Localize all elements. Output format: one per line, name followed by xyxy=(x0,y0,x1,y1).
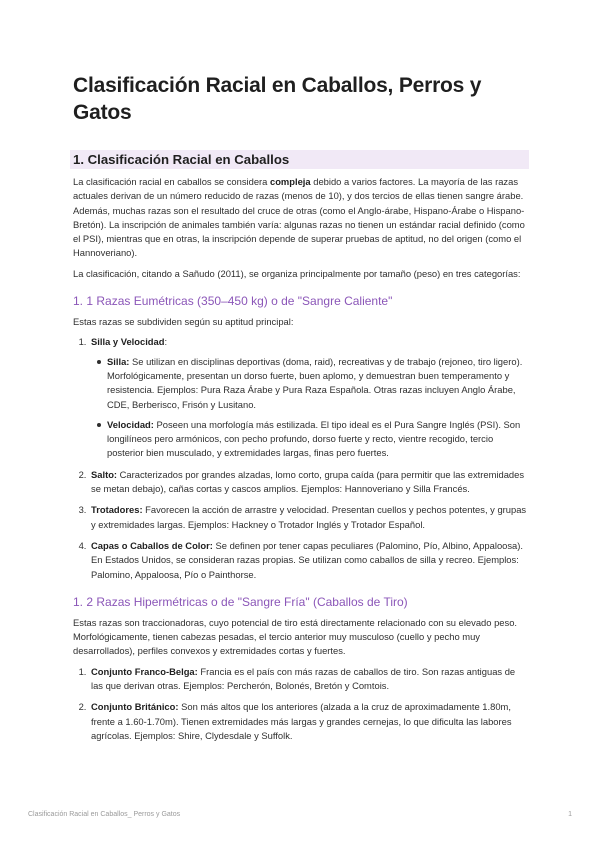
list-item-text: Son más altos que los anteriores (alzada a la cruz de aproximadamente 1.80m, frente a 1.60-1.70m). Tienen extremidades más largas y grandes cernejas, lo que dificulta las labores agrícolas. Ejemplos: Shire, Clydesdale y Suffolk. xyxy=(91,701,512,741)
text-run: La clasificación racial en caballos se considera xyxy=(73,176,270,187)
list-item-text: Se definen por tener capas peculiares (Palomino, Pío, Albino, Appaloosa). En Estados Unidos, se consideran razas propias. Se utilizan como caballos de silla y recreo. Ejemplos: Palomino, Appaloosa, Pío o Painthorse. xyxy=(91,539,523,580)
list-item-text: Favorecen la acción de arrastre y velocidad. Presentan cuellos y pechos potentes, y grupas y extremidades largas. Ejemplos: Hackney o Trotador Inglés y Trotador Español. xyxy=(91,504,527,530)
bullet-label: Velocidad: xyxy=(107,418,154,430)
list-item-label: Salto: xyxy=(91,468,118,480)
paragraph-intro xyxy=(73,175,529,261)
list-item-label: Conjunto Británico: xyxy=(91,701,179,713)
paragraph-classification: La clasificación, citando a Sañudo (2011), se organiza principalmente por tamaño (peso) en tres categorías: xyxy=(73,267,521,279)
footer-doc-name: Clasificación Racial en Caballos_ Perros y Gatos xyxy=(28,811,181,818)
bullet-text: Se utilizan en disciplinas deportivas (doma, raid), recreativas y de trabajo (rejoneo, tiro ligero). Morfológicamente, presentan un dorso fuerte, buen aplomo, y demuestran buen temperamento y resistencia. Ejemplos: Pura Raza Árabe y Pura Raza Española. Otras razas incluyen Anglo Árabe, CDE, Berberisco, Frisón y Lusitano. xyxy=(107,355,523,410)
list-item-text: : xyxy=(164,336,168,348)
list-item-label: Capas o Caballos de Color: xyxy=(91,539,213,551)
bullet-label: Silla: xyxy=(107,355,130,367)
list-item xyxy=(89,700,529,743)
list-item xyxy=(89,665,529,694)
list-item-text: Francia es el país con más razas de caballos de tiro. Son razas antiguas de las que derivan otras. Ejemplos: Percherón, Bolonés, Bretón y Comtois. xyxy=(91,665,516,692)
list-item-label: Silla y Velocidad xyxy=(91,336,165,348)
bullet-item xyxy=(107,418,529,461)
document-content xyxy=(73,72,529,750)
list-item-label: Conjunto Franco-Belga: xyxy=(91,665,198,677)
list-item xyxy=(89,503,529,532)
list-item-text: Caracterizados por grandes alzadas, lomo corto, grupa caída (para permitir que las extremidades se metan debajo), cañas cortas y cascos amplios. Ejemplos: Hannoveriano y Silla Francés. xyxy=(91,468,525,495)
text-run: debido a varios factores. La mayoría de las razas actuales derivan de un número reducido de razas (menos de 10), y dos tercios de ellas tienen sangre árabe. Además, muchas razas son el resultado del cruce de otras (como el Anglo-árabe, Hispano-Árabe o Hispano-Bretón). La inscripción de animales también varía: algunas razas no tienen un estándar racial definido (como el PSI), mientras que en otras, la inscripción depende de superar pruebas de aptitud, no del origen (como el Hannoveriano). xyxy=(73,176,525,259)
subsection-heading-eumetricas: 1. 1 Razas Eumétricas (350–450 kg) o de "Sangre Caliente" xyxy=(73,294,393,309)
bullet-list xyxy=(91,355,529,461)
section-heading-horses: 1. Clasificación Racial en Caballos xyxy=(70,150,529,169)
bullet-item xyxy=(107,355,529,412)
list-item xyxy=(89,468,529,497)
subsection-heading-hipermetricas: 1. 2 Razas Hipermétricas o de "Sangre Fría" (Caballos de Tiro) xyxy=(73,594,408,609)
document-title: Clasificación Racial en Caballos, Perros y Gatos xyxy=(73,74,482,124)
footer-page-number: 1 xyxy=(568,811,572,818)
numbered-list-eumetricas xyxy=(73,335,529,581)
list-item xyxy=(89,539,529,582)
numbered-list-hipermetricas xyxy=(73,665,529,743)
subsection-intro: Estas razas son traccionadoras, cuyo potencial de tiro está directamente relacionado con su elevado peso. Morfológicamente, tienen cabezas pesadas, el tercio anterior muy musculoso (cuello y pecho muy desarrollados), perfiles convexos y extremidades cortas y fuertes. xyxy=(73,616,518,657)
bullet-text: Poseen una morfología más estilizada. El tipo ideal es el Pura Sangre Inglés (PSI). Son longilíneos pero armónicos, con pecho profundo, dorso fuerte y recto, vientre recogido, tercio posterior bien musculado, y extremidades largas, finas pero fuertes. xyxy=(107,418,521,459)
bold-text: compleja xyxy=(269,176,311,187)
list-item xyxy=(89,335,529,460)
list-item-label: Trotadores: xyxy=(91,504,143,516)
page-footer xyxy=(28,811,572,818)
subsection-intro: Estas razas se subdividen según su aptitud principal: xyxy=(73,316,294,328)
